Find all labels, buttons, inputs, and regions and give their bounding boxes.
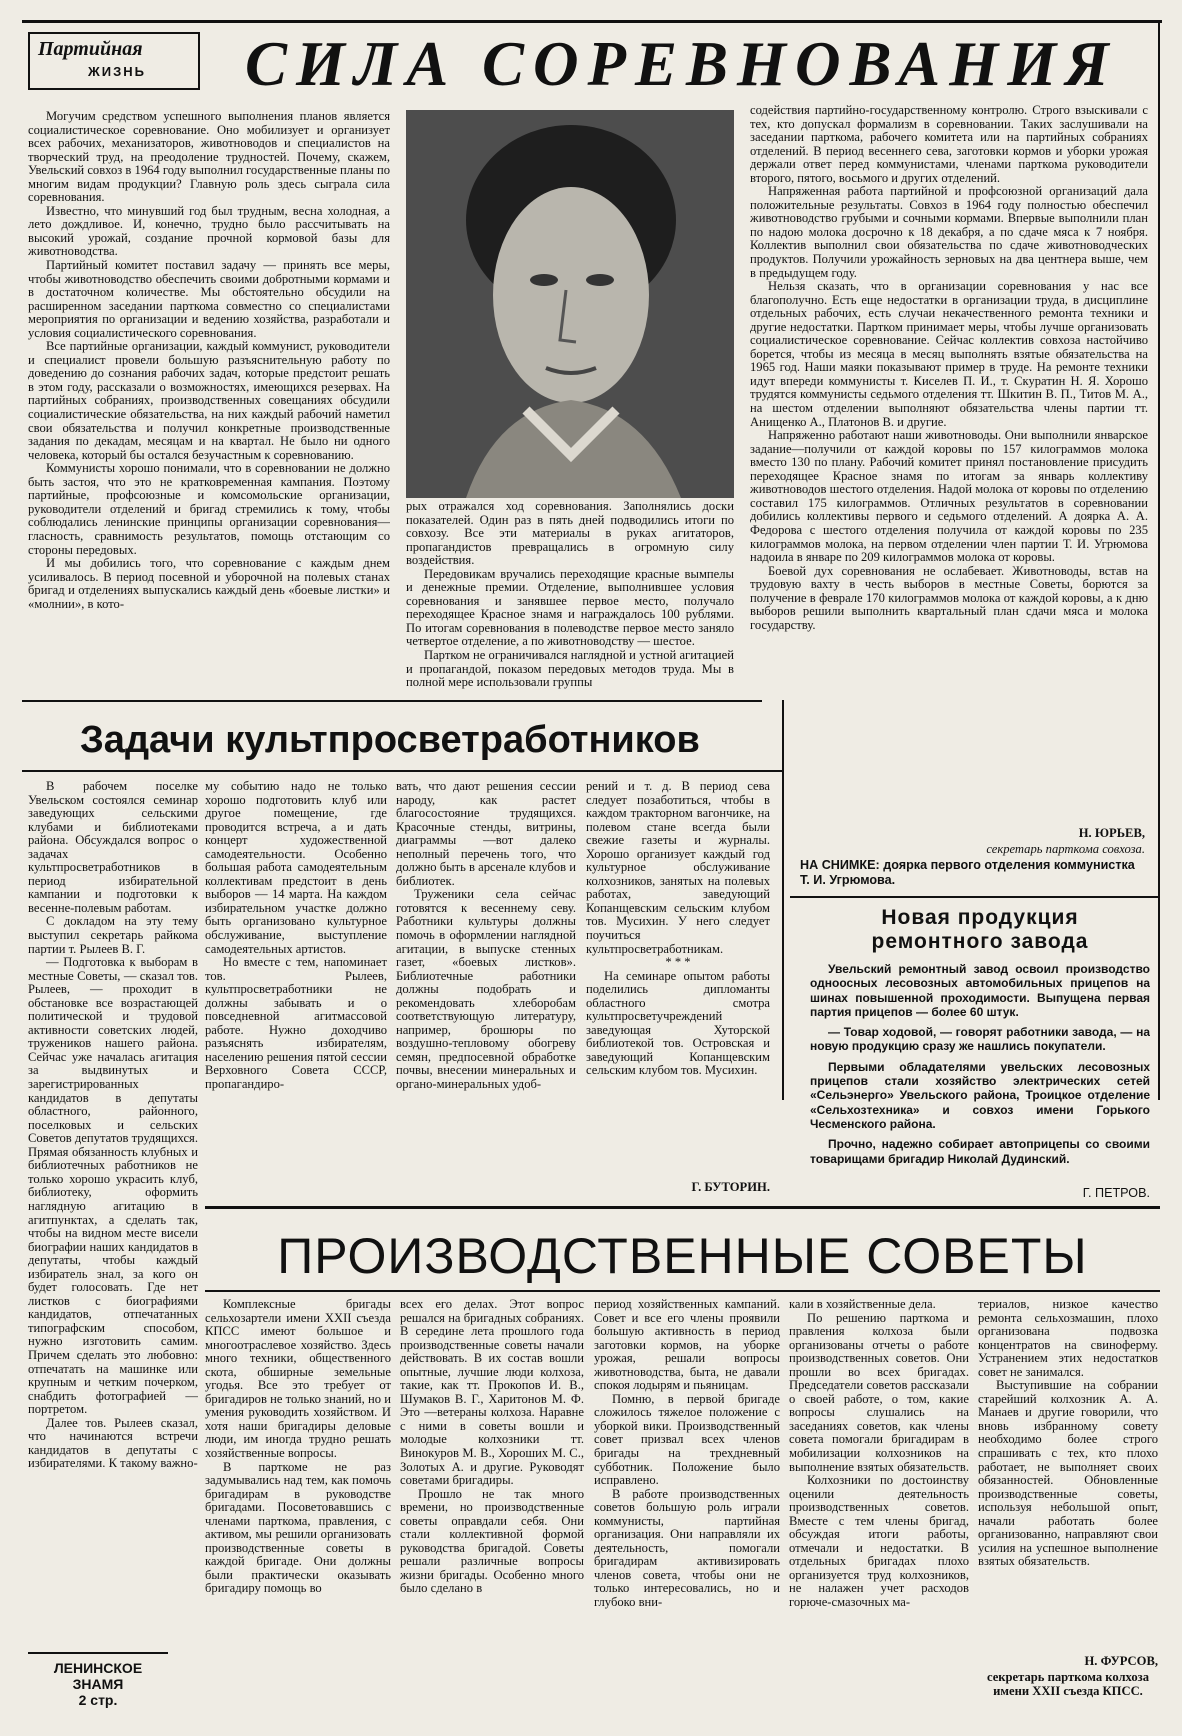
paragraph: Далее тов. Рылеев сказал, что начинаются встречи кандидатов в депутаты с избирателями. К такому важно- — [28, 1415, 198, 1471]
paragraph: Труженики села сейчас готовятся к весеннему севу. Работники культуры должны помочь в оформлении наглядной агитации, в выпуске стенных газет, «боевых листков». Библиотечные работники должны подобрать и рекомендовать хлеборобам соответствующую литературу, например, брошюры по воздушно-тепловому обогреву семян, предпосевной обработке почвы, внесении минеральных и органо-минеральных удоб- — [396, 887, 576, 1092]
rule — [22, 700, 762, 702]
article4-col4 — [789, 1298, 969, 1728]
article4-title: ПРОИЗВОДСТВЕННЫЕ СОВЕТЫ — [277, 1228, 1088, 1284]
article2-col2 — [205, 780, 387, 1180]
paragraph: Комплексные бригады сельхозартели имени XXII съезда КПСС имеют большое и многоотраслевое хозяйство. Здесь много техники, общественного скота, обширные земельные угодья. Все это требует от бригадиров не только знаний, но и умения руководить хозяйством. И хотя наши бригадиры деловые люди, им иногда трудно решать хозяйственные вопросы. — [205, 1298, 391, 1461]
paragraph: Увельский ремонтный завод освоил производство одноосных лесовозных автомобильных прицепов на шинах повышенной проходимости. Выпущена первая партия прицепов — более 60 штук. — [810, 962, 1150, 1019]
paragraph: Передовикам вручались переходящие красные вымпелы и денежные премии. Отделение, выполнившее условия соревнования и занявшее первое место, получало переходящее Красное знамя и награждалось 100 рублями. По итогам соревнования в полеводстве первое место заняло четвертое отделение, а по животноводству — шестое. — [406, 566, 734, 649]
paragraph: С докладом на эту тему выступил секретарь райкома партии т. Рылеев В. Г. — [28, 914, 198, 956]
article4-col5 — [978, 1298, 1158, 1643]
article4-col2 — [400, 1298, 584, 1728]
paragraph: всех его делах. Этот вопрос решался на бригадных собраниях. В середине лета прошлого года производственные советы начали действовать. В их состав вошли опытные, лучшие люди колхоза, такие, как тт. Прокопов И. В., Шумаков В. Г., Харитонов М. Ф. Это —ветераны колхоза. Наравне с ними в советы вошли и молодые колхозники тт. Винокуров М. В., Хороших М. С., Золотых А. и другие. Руководят советами бригадиры. — [400, 1298, 584, 1488]
paragraph: — Подготовка к выборам в местные Советы, — сказал тов. Рылеев, — проходит в обстановке все возрастающей политической и трудовой активности советских людей, тружеников нашего района. Сейчас уже началась агитация за выдвинутых и зарегистрированных кандидатов в депутаты областного, районного, поселковых и сельских Советов депутатов трудящихся. Прямая обязанность клубных и библиотечных работников не только хорошо украсить клуб, библиотеку, оформить наглядную агитацию в агитпунктах, а сделать так, чтобы на видном месте висели биографии наших кандидатов в депутаты, чтобы каждый избиратель знал, за кого он будет голосовать. Где нет листков с биографиями кандидатов, отпечатанных типографским способом, нужно изготовить самим. Причем сделать это любовно: отпечатать на машинке или крупным и четким почерком, снабдить фотографией — портретом. — [28, 955, 198, 1417]
article3-title-line2: ремонтного завода — [871, 930, 1089, 953]
footer-paper-name-line2: ЗНАМЯ — [72, 1676, 124, 1692]
photo-caption — [800, 858, 1145, 888]
paragraph: Но вместе с тем, напоминает тов. Рылеев, культпросветработники не должны забывать и о повседневной агитмассовой работе. Нужно доходчиво разъяснять избирателям, населению решения пятой сессии Верховного Совета СССР, пропагандиро- — [205, 955, 387, 1092]
paragraph: Боевой дух соревнования не ослабевает. Животноводы, встав на трудовую вахту в честь выборов в местные Советы, борются за получение в феврале 170 килограммов молока от каждой коровы, а к дню выборов решили выполнить квартальный план сдачи мяса и молока государству. — [750, 563, 1148, 632]
paragraph: рений и т. д. В период сева следует позаботиться, чтобы в каждом тракторном вагончике, на полевом стане всегда были свежие газеты и журналы. Хорошо организует каждый год культурное обслуживание колхозников, занятых на полевых работах, заведующий Копанщевским сельским клубом тов. Мусихин. У него следует поучиться культпросветработникам. — [586, 780, 770, 956]
paragraph: содействия партийно-государственному контролю. Строго взыскивали с тех, кто допускал формализм в соревновании. Таких заслушивали на заседании парткома, рабочего комитета или на партийных собраниях отделений. В период весеннего сева, заготовки кормов и уборки урожая держали ответ перед коммунистами, членами парткома руководители второго, пятого, восьмого и других отделений. — [750, 104, 1148, 185]
paragraph: И мы добились того, что соревнование с каждым днем усиливалось. В период посевной и уборочной на полевых станах бригад и отделениях выпускались каждый день «боевые листки» и «молнии», в кото- — [28, 556, 390, 611]
rule — [22, 770, 782, 772]
paragraph: Партком не ограничивался наглядной и устной агитацией и пропагандой, показом передовых методов труда. Мы в полной мере использовали группы — [406, 648, 734, 690]
portrait-photo — [406, 110, 734, 498]
paragraph: Известно, что минувший год был трудным, весна холодная, а лето дождливое. И, конечно, трудно было рассчитывать на высокий урожай, создание прочной кормовой базы для животноводства. — [28, 203, 390, 259]
article3-body — [810, 962, 1150, 1182]
paragraph: Могучим средством успешного выполнения планов является социалистическое соревнование. Оно мобилизует и организует всех рабочих, механизаторов, животноводов и специалистов на творческий труд, на преодоление трудностей. Почему, скажем, Увельский совхоз в 1964 году выполнил государственные планы по многим видам продукции? Главную роль здесь сыграла сила соревнования. — [28, 110, 390, 205]
article4-signature: Н. ФУРСОВ, — [1084, 1654, 1158, 1668]
photo-caption-label: НА СНИМКЕ: — [800, 858, 880, 872]
article1-signature: Н. ЮРЬЕВ, — [1078, 826, 1145, 840]
article1-col1 — [28, 110, 390, 688]
article3-signature: Г. ПЕТРОВ. — [1082, 1186, 1150, 1200]
article4-signature-role: секретарь парткома колхоза имени XXII съезда КПСС. — [986, 1670, 1150, 1698]
paragraph: Выступившие на собрании старейший колхозник А. А. Манаев и другие говорили, что вновь избранному совету необходимо более строго спрашивать с тех, кто плохо работает, не выполняет своих обязанностей. Обновленные производственные советы, используя небольшой опыт, начали работать более организованно, направляют свои усилия на успешное выполнение взятых обязательств. — [978, 1378, 1158, 1569]
footer-paper-name-line1: ЛЕНИНСКОЕ — [53, 1660, 143, 1676]
rule — [790, 896, 1160, 898]
article2-signature: Г. БУТОРИН. — [691, 1180, 770, 1194]
paragraph: Помню, в первой бригаде сложилось тяжелое положение с уборкой вики. Производственный совет призвал всех членов бригады на трехдневный субботник. Положение было исправлено. — [594, 1391, 780, 1488]
footer-rule — [28, 1652, 168, 1654]
page-title: СИЛА СОРЕВНОВАНИЯ — [245, 29, 1118, 99]
article1-col3 — [750, 104, 1148, 830]
paragraph: Колхозники по достоинству оценили деятельность производственных советов. Вместе с тем члены бригад, обсуждая итоги работы, отмечали и недостатки. В отдельных бригадах плохо организуется труд колхозников, не налажен учет расходов горюче-смазочных ма- — [789, 1473, 969, 1610]
paragraph: Напряженная работа партийной и профсоюзной организаций дала положительные результаты. Совхоз в 1964 году полностью обеспечил животноводство грубыми и сочными кормами. Впервые выполнили план по надою молока досрочно к 18 декабря, а по сдаче мяса к 7 ноября. Коллектив выполнил свои обязательства по сдаче животноводческих продуктов. Получили урожайность зерновых на два центнера выше, чем в предыдущем году. — [750, 184, 1148, 280]
article1-signature-role: секретарь парткома совхоза. — [986, 842, 1145, 856]
rule — [205, 1290, 1160, 1292]
article3-title-line1: Новая продукция — [881, 906, 1079, 929]
paragraph: кали в хозяйственные дела. — [789, 1298, 936, 1311]
separator-stars: * * * — [665, 955, 691, 970]
portrait-figure — [406, 110, 734, 498]
article4-col3 — [594, 1298, 780, 1728]
paragraph: рых отражался ход соревнования. Заполнялись доски показателей. Один раз в пять дней подводились итоги по совхозу. Все эти материалы в руках агитаторов, пропагандистов превращались в огромную силу воздействия. — [406, 500, 734, 568]
paragraph: — Товар ходовой, — говорят работники завода, — на новую продукцию сразу же нашлись покупатели. — [810, 1025, 1150, 1054]
paragraph: По решению парткома и правления колхоза были организованы отчеты о работе производственных советов. Они прошли во всех бригадах. Председатели советов рассказали о своей работе, о том, какие вопросы слушались на заседаниях советов, как члены совета помогали бригадирам в мобилизации колхозников на выполнение взятых обязательств. — [789, 1310, 969, 1474]
rule — [205, 1206, 1160, 1209]
paragraph: На семинаре опытом работы поделились дипломанты областного смотра культпросветучреждений заведующая Хуторской библиотекой тов. Островская и заведующий Копанщевским сельским клубом тов. Мусихин. — [586, 968, 770, 1078]
article4-col1 — [205, 1298, 391, 1728]
paragraph: В работе производственных советов большую роль играли коммунисты, партийная организация. Они направляли их деятельность, помогали бригадирам активизировать членов совета, чтобы они не только интересовались, но и глубоко вни- — [594, 1486, 780, 1610]
footer-masthead — [28, 1660, 168, 1708]
top-rule — [22, 20, 1162, 23]
paragraph: Нельзя сказать, что в организации соревнования у нас все благополучно. Есть еще недостатки в организации труда, в дисциплине отдельных рабочих, есть случаи некачественного ремонта техники и другие недостатки. Партком принимает меры, чтобы лучше организовать социалистическое соревнование. Сейчас коллектив совхоза настойчиво борется, чтобы из месяца в месяц выполнять взятые обязательства на 1965 год. Наши маяки показывают пример в труде. На ремонте техники идут впереди коммунисты т. Киселев П. И., т. Скуратин Н. Я. Хорошо трудятся коммунисты седьмого отделения тт. Шкитин В. П., Титов М. А., на шестом отделении выполняют обязательства члены партии тт. Анищенко А., Платонов В. и другие. — [750, 279, 1148, 429]
rubric-line2: ЖИЗНЬ — [88, 64, 146, 79]
column-rule — [782, 700, 784, 1100]
article2-col1 — [28, 780, 198, 1642]
article2-title: Задачи культпросветработников — [80, 719, 700, 761]
paragraph: период хозяйственных кампаний. Совет и все его члены проявили большую активность в период заготовки кормов, на уборке урожая, решали вопросы животноводства, быта, не давали спокоя лодырям и пьяницам. — [594, 1298, 780, 1393]
paragraph: В парткоме не раз задумывались над тем, как помочь бригадирам в руководстве бригадами. Посоветовавшись с членами парткома, правления, с активом, мы решили организовать производственные советы в каждой бригаде. Они должны были практически оказывать бригадиру помощь во — [205, 1459, 391, 1596]
article2-col3 — [396, 780, 576, 1180]
paragraph: Первыми обладателями увельских лесовозных прицепов стали хозяйство электрических сетей «Сельэнерго» Увельского района, Троицкое отделение «Сельхозтехника» и совхоз имени Горького Чесменского района. — [810, 1059, 1150, 1131]
article2-col4 — [586, 780, 770, 1180]
footer-page-number: 2 стр. — [78, 1692, 118, 1708]
paragraph: В рабочем поселке Увельском состоялся семинар заведующих сельскими клубами и библиотеками района. Обсуждался вопрос о задачах культпросветработников в период избирательной кампании и подготовки к весенне-полевым работам. — [28, 780, 198, 915]
paragraph: вать, что дают решения сессии народу, как растет благосостояние трудящихся. Красочные стенды, витрины, диаграммы —вот далеко неполный перечень того, что должно быть в арсенале клубов и библиотек. — [396, 780, 576, 888]
rubric-line1: Партийная — [38, 38, 143, 60]
paragraph: териалов, низкое качество ремонта сельхозмашин, плохо организована подвозка концентратов на свиноферму. Устранением этих недостатков совет не занимался. — [978, 1298, 1158, 1379]
paragraph: му событию надо не только хорошо подготовить клуб или другое помещение, где проводится встреча, а и дать концерт художественной самодеятельности. Особенно большая работа самодеятельным коллективам предстоит в день выборов — 14 марта. На каждом избирательном участке должно быть организовано культурное обслуживание, выступление самодеятельных артистов. — [205, 780, 387, 956]
paragraph: Коммунисты хорошо понимали, что в соревновании не должно быть застоя, что это не кратковременная кампания. Поэтому партийные, профсоюзные и комсомольские организации, руководители отделений и бригад стремились к тому, чтобы соблюдались ленинские принципы организации соревнования—гласность, сравнимость результатов, помощь отстающим со стороны передовых. — [28, 461, 390, 557]
paragraph: Прошло не так много времени, но производственные советы оправдали себя. Они стали коллективной формой руководства бригадой. Советы решали различные вопросы жизни бригады. Особенно много было сделано в — [400, 1486, 584, 1596]
paragraph: Прочно, надежно собирает автоприцепы со своими товарищами бригадир Николай Дудинский. — [810, 1137, 1150, 1166]
article1-col2 — [406, 500, 734, 690]
paragraph: Партийный комитет поставил задачу — принять все меры, чтобы животноводство обеспечить своими добротными кормами и в достаточном количестве. Мы обстоятельно обсудили на расширенном заседании парткома совместно со специалистами мероприятия по организации и ведению хозяйства, разработали и условия социалистического соревнования. — [28, 258, 390, 340]
paragraph: Все партийные организации, каждый коммунист, руководители и специалист провели большую разъяснительную работу по доведению до сознания рабочих задач, которые предстоит решать в этом году, рассказали о возможностях, имеющихся резервах. На партийных собраниях, производственных совещаниях обсудили социалистические обязательства, на них каждый рабочий наметил свои обязательства и получил конкретные производственные задания по декадам, месяцам и на квартал. Не было ни одного человека, который бы остался безучастным к соревнованию. — [28, 339, 390, 462]
photo-caption-text: доярка первого отделения коммунистка Т. И. Угрюмова. — [800, 858, 1135, 887]
right-border — [1158, 20, 1160, 1100]
paragraph: Напряженно работают наши животноводы. Они выполнили январское задание—получили от каждой коровы по 157 килограммов молока вместо 130 по плану. Рабочий комитет принял постановление присудить переходящее Красное знамя по итогам за январь коллективу животноводов шестого отделения. Надой молока от коровы по отделению составил 175 килограммов. Отличных результатов в соревновании добились коллективы первого и седьмого отделений. А доярка А. А. Федорова с шестого отделения получила от каждой коровы по 235 килограммов молока, на первом отделении член партии Т. И. Угрюмова надоила в январе по 209 килограммов молока от коровы. — [750, 428, 1148, 565]
rubric-badge — [28, 32, 200, 90]
